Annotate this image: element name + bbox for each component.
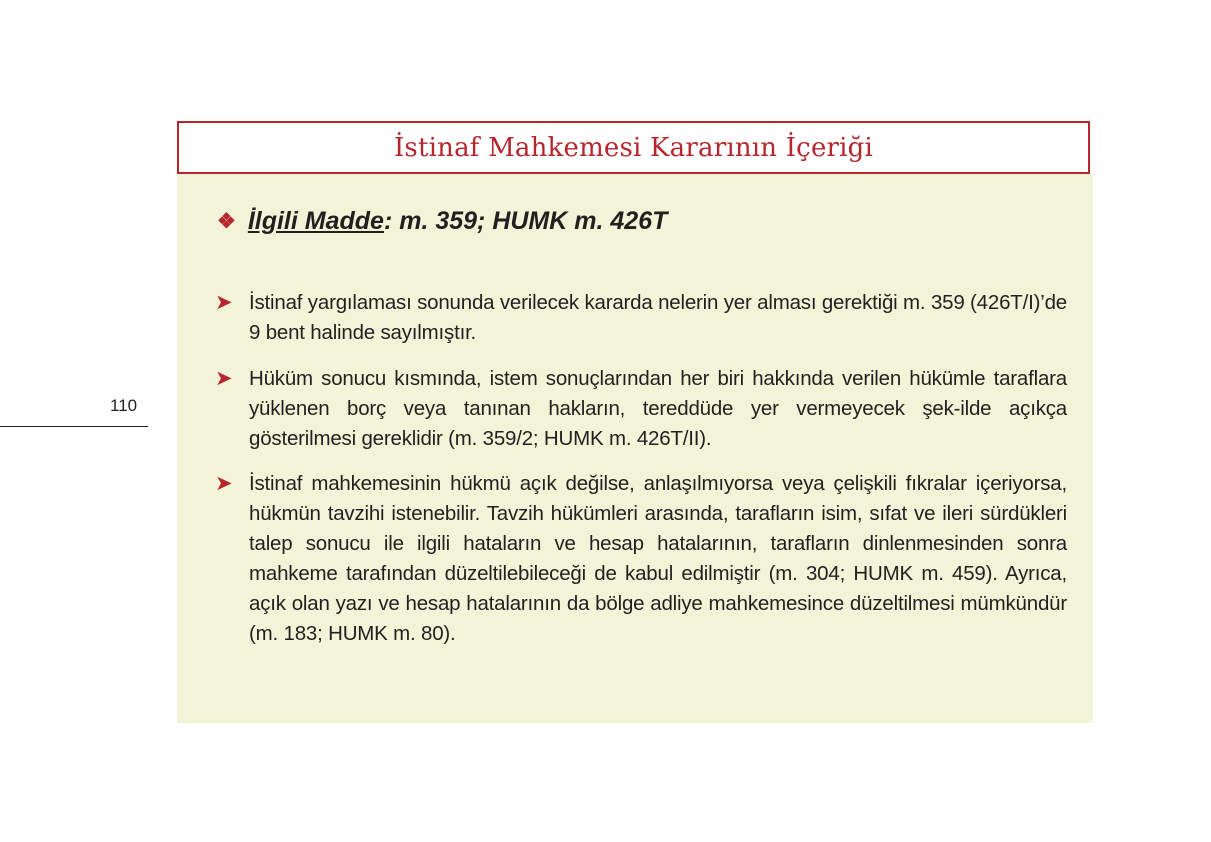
related-article-label: İlgili Madde [247,207,384,235]
list-item-text: İstinaf yargılaması sonunda verilecek kararda nelerin yer alması gerektiği m. 359 (426T/I)’de 9 bent halinde sayılmıştır. [249,291,1067,344]
diamond-bullet-icon: ❖ [217,210,236,233]
section-title-box [177,121,1090,174]
page-number-rule [0,426,148,427]
arrow-bullet-icon: ➤ [215,291,233,314]
arrow-bullet-icon: ➤ [215,367,233,390]
list-item [215,288,1067,348]
related-article-line [217,207,667,236]
arrow-bullet-icon: ➤ [215,472,233,495]
content-panel [177,174,1093,723]
list-item [215,364,1067,454]
section-title: İstinaf Mahkemesi Kararının İçeriği [393,132,874,163]
related-article-text: : m. 359; HUMK m. 426T [383,207,668,235]
list-item-text: İstinaf mahkemesinin hükmü açık değilse, anlaşılmıyorsa veya çelişkili fıkralar içeriyorsa, hükmün tavzihi istenebilir. Tavzih hükümleri arasında, tarafların isim, sıfat ve ileri sürdükleri talep sonucu ile ilgili hataların ve hesap hatalarının, tarafların dinlenmesinden sonra mahkeme tarafından düzeltilebileceği de kabul edilmiştir (m. 304; HUMK m. 459). Ayrıca, açık olan yazı ve hesap hatalarının da bölge adliye mahkemesince düzeltilmesi mümkündür (m. 183; HUMK m. 80). [249,472,1067,645]
page-number: 110 [110,396,138,415]
list-item [215,469,1067,649]
list-item-text: Hüküm sonucu kısmında, istem sonuçlarından her biri hakkında verilen hükümle taraflara yüklenen borç veya tanınan hakların, tereddüde yer vermeyecek şek-ilde açıkça gösterilmesi gereklidir (m. 359/2; HUMK m. 426T/II). [249,367,1067,450]
